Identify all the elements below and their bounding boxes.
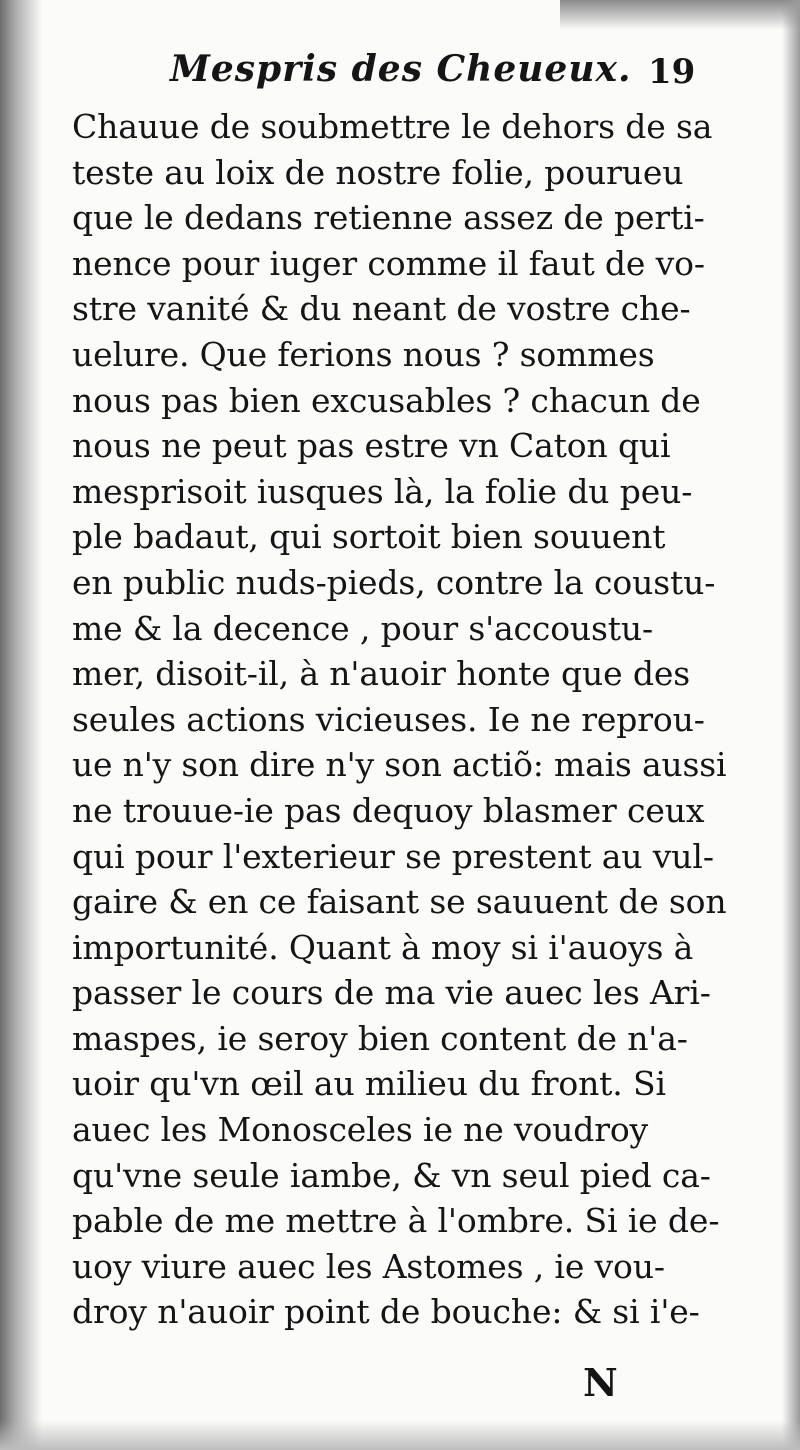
text-line: qu'vne seule iambe, & vn seul pied ca- [72,1155,711,1195]
scan-edge-shadow-right [782,0,800,1450]
body-text [72,104,732,1335]
text-line: uoir qu'vn œil au milieu du front. Si [72,1064,666,1104]
text-line: ue n'y son dire n'y son actiõ: mais aussi [72,745,727,785]
text-line: ple badaut, qui sortoit bien souuent [72,517,666,557]
text-line: teste au loix de nostre folie, pourueu [72,152,684,192]
text-line: Chauue de soubmettre le dehors de sa [72,107,713,146]
running-head [170,48,730,98]
text-line: nous ne peut pas estre vn Caton qui [72,426,671,466]
scan-edge-shadow-top [560,0,800,30]
text-line: passer le cours de ma vie auec les Ari- [72,973,711,1013]
scan-edge-shadow-bottom [0,1420,800,1450]
text-line: nence pour iuger comme il faut de vo- [72,243,705,283]
text-line: uelure. Que ferions nous ? sommes [72,334,655,374]
text-line: mer, disoit-il, à n'auoir honte que des [72,654,691,694]
signature-mark: N [583,1360,618,1405]
running-title: Mespris des Cheueux. [170,48,632,90]
text-line: droy n'auoir point de bouche: & si i'e- [72,1292,700,1332]
text-line: auec les Monosceles ie ne voudroy [72,1110,649,1150]
text-line: que le dedans retienne assez de perti- [72,198,705,238]
text-line: maspes, ie seroy bien content de n'a- [72,1018,688,1058]
text-line: seules actions vicieuses. Ie ne reprou- [72,699,705,739]
text-line: en public nuds-pieds, contre la coustu- [72,562,716,602]
text-line: nous pas bien excusables ? chacun de [72,380,701,420]
page-number: 19 [648,52,696,92]
text-line: importunité. Quant à moy si i'auoys à [72,927,694,967]
scan-edge-shadow-left [0,0,42,1450]
text-line: stre vanité & du neant de vostre che- [72,289,691,329]
text-line: pable de me mettre à l'ombre. Si ie de- [72,1201,720,1241]
text-line: mesprisoit iusques là, la folie du peu- [72,471,693,511]
text-line: uoy viure auec les Astomes , ie vou- [72,1246,665,1286]
text-line: qui pour l'exterieur se prestent au vul- [72,836,714,876]
text-line: gaire & en ce faisant se sauuent de son [72,882,727,922]
text-line: ne trouue-ie pas dequoy blasmer ceux [72,790,705,830]
text-line: me & la decence , pour s'accoustu- [72,608,654,648]
